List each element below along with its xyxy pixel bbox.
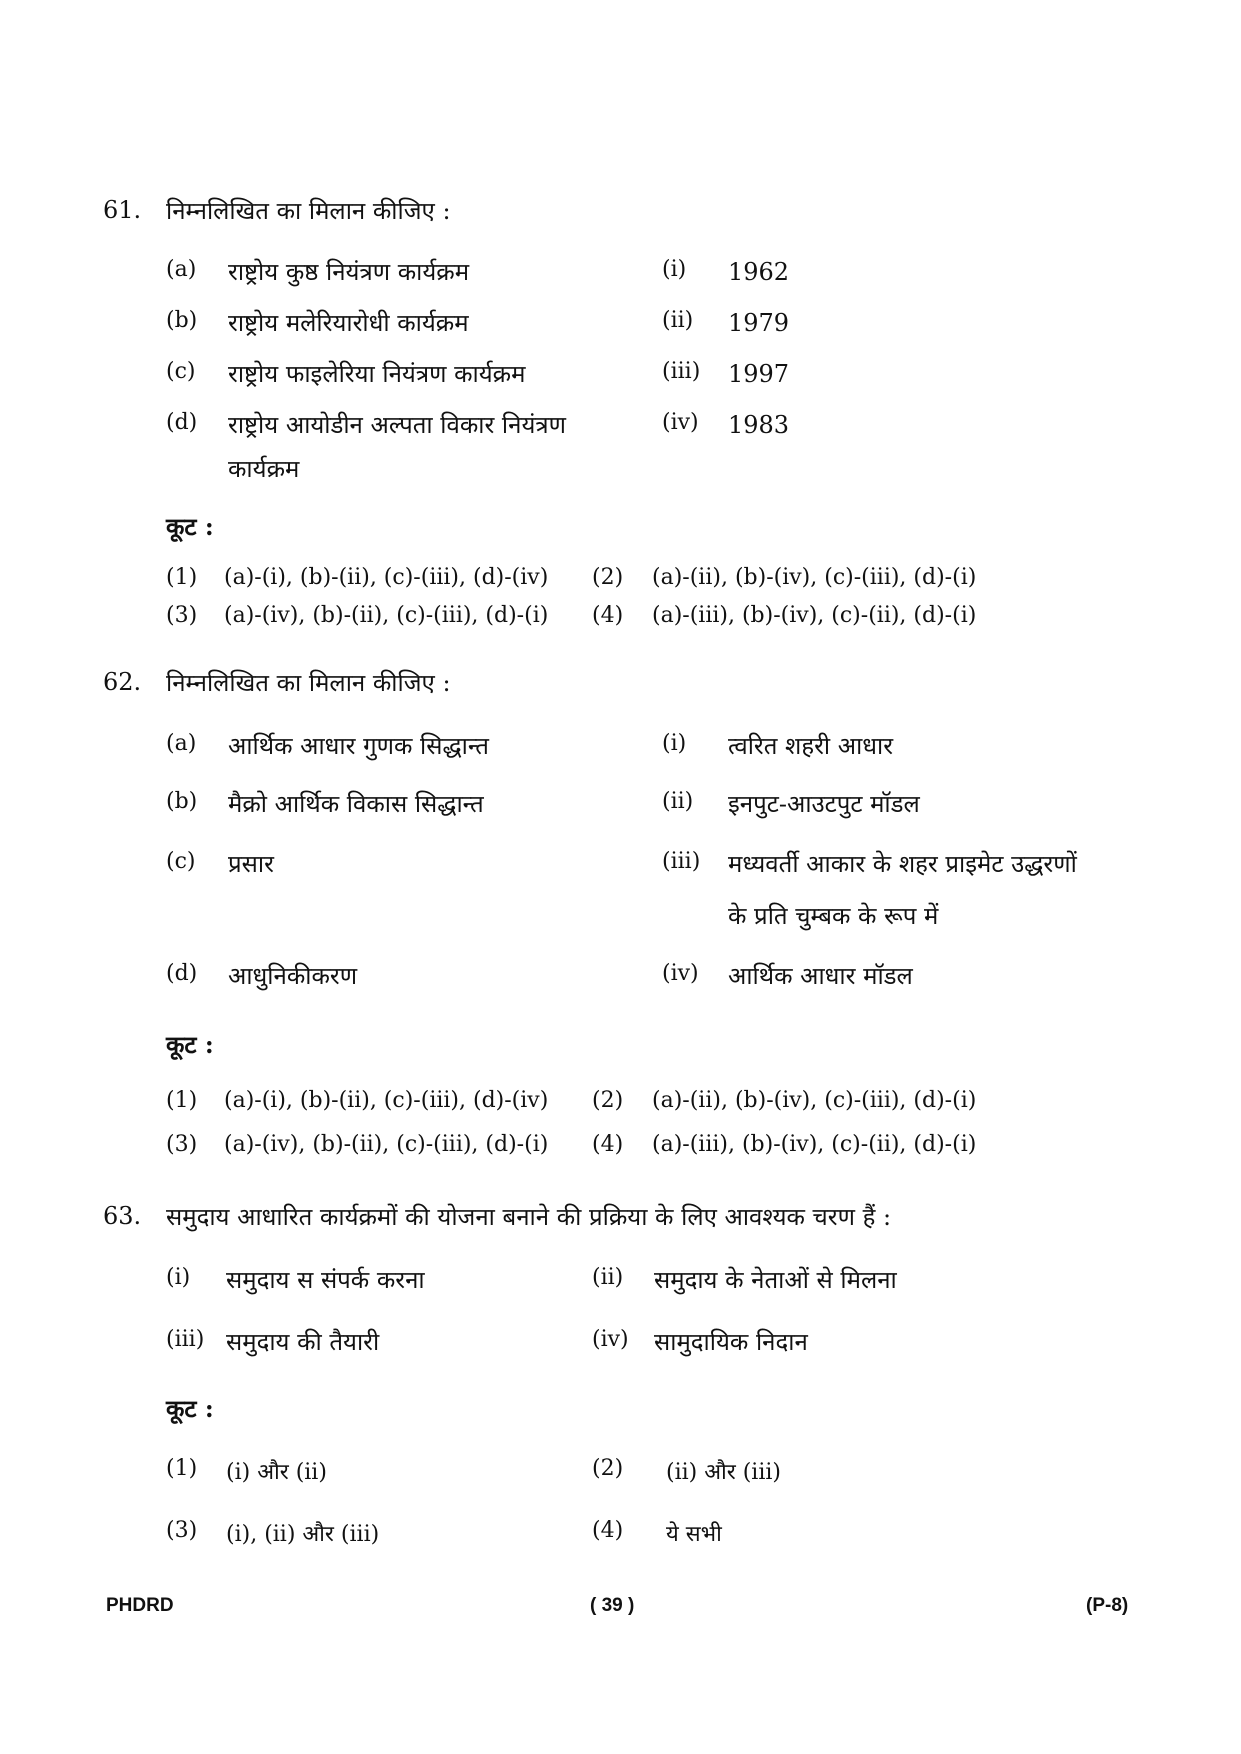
option-number: (1) [166,1456,198,1481]
match-item-continued: कार्यक्रम [228,455,300,483]
match-label: (i) [662,257,687,282]
option-number: (1) [166,1088,198,1113]
match-item: आर्थिक आधार मॉडल [728,962,913,990]
question-number: 62. [103,668,142,696]
option-text: (a)-(i), (b)-(ii), (c)-(iii), (d)-(iv) [224,1088,549,1113]
option-text: (a)-(ii), (b)-(iv), (c)-(iii), (d)-(i) [652,565,977,590]
match-item: आर्थिक आधार गुणक सिद्धान्त [228,732,489,760]
match-item: राष्ट्रोय मलेरियारोधी कार्यक्रम [228,309,469,337]
koot-heading: कूट : [166,1394,214,1423]
item-label: (iii) [166,1327,205,1352]
match-label: (iv) [662,410,699,435]
match-label: (c) [166,359,196,384]
option-text: (a)-(i), (b)-(ii), (c)-(iii), (d)-(iv) [224,565,549,590]
item-text: सामुदायिक निदान [654,1328,808,1356]
option-number: (3) [166,1132,198,1157]
item-label: (ii) [592,1265,624,1290]
match-label: (iii) [662,849,701,874]
match-item-continued: के प्रति चुम्बक के रूप में [728,902,939,930]
match-item: प्रसार [228,850,274,878]
match-label: (b) [166,308,198,333]
option-text: (a)-(ii), (b)-(iv), (c)-(iii), (d)-(i) [652,1088,977,1113]
koot-heading: कूट : [166,512,214,541]
option-number: (3) [166,603,198,628]
item-label: (iv) [592,1327,629,1352]
match-item: आधुनिकीकरण [228,962,358,990]
match-label: (i) [662,731,687,756]
page-number: ( 39 ) [590,1595,635,1616]
match-label: (ii) [662,789,694,814]
footer-code: PHDRD [106,1595,174,1616]
option-text: (a)-(iv), (b)-(ii), (c)-(iii), (d)-(i) [224,1132,549,1157]
option-number: (4) [592,1518,624,1543]
match-item: 1979 [728,309,790,337]
match-label: (d) [166,961,198,986]
match-item: राष्ट्रोय कुष्ठ नियंत्रण कार्यक्रम [228,258,470,286]
match-label: (ii) [662,308,694,333]
match-item: मैक्रो आर्थिक विकास सिद्धान्त [228,790,484,818]
match-item: राष्ट्रोय आयोडीन अल्पता विकार नियंत्रण [228,411,566,439]
item-text: समुदाय की तैयारी [226,1328,380,1356]
match-item: मध्यवर्ती आकार के शहर प्राइमेट उद्धरणों [728,850,1077,878]
option-number: (4) [592,1132,624,1157]
item-text: समुदाय स संपर्क करना [226,1266,425,1294]
match-item: 1997 [728,360,790,388]
match-label: (a) [166,731,197,756]
match-label: (c) [166,849,196,874]
match-label: (b) [166,789,198,814]
option-text: (ii) और (iii) [666,1460,782,1485]
option-text: (i) और (ii) [226,1460,327,1485]
option-text: (a)-(iii), (b)-(iv), (c)-(ii), (d)-(i) [652,1132,977,1157]
item-text: समुदाय के नेताओं से मिलना [654,1266,897,1294]
match-item: त्वरित शहरी आधार [728,732,894,760]
option-number: (1) [166,565,198,590]
option-number: (3) [166,1518,198,1543]
match-label: (d) [166,410,198,435]
koot-heading: कूट : [166,1030,214,1059]
item-label: (i) [166,1265,191,1290]
question-text: निम्नलिखित का मिलान कीजिए : [166,197,451,225]
option-text: (a)-(iv), (b)-(ii), (c)-(iii), (d)-(i) [224,603,549,628]
question-text: समुदाय आधारित कार्यक्रमों की योजना बनाने की प्रक्रिया के लिए आवश्यक चरण हैं : [166,1203,892,1231]
option-text: ये सभी [666,1522,722,1547]
question-text: निम्नलिखित का मिलान कीजिए : [166,669,451,697]
match-label: (a) [166,257,197,282]
footer-set: (P-8) [1086,1595,1129,1616]
question-number: 61. [103,196,142,224]
match-item: राष्ट्रोय फाइलेरिया नियंत्रण कार्यक्रम [228,360,526,388]
option-number: (2) [592,1456,624,1481]
match-item: 1983 [728,411,790,439]
option-number: (2) [592,1088,624,1113]
question-number: 63. [103,1202,142,1230]
option-number: (2) [592,565,624,590]
match-item: इनपुट-आउटपुट मॉडल [728,790,920,818]
option-text: (a)-(iii), (b)-(iv), (c)-(ii), (d)-(i) [652,603,977,628]
option-number: (4) [592,603,624,628]
match-label: (iv) [662,961,699,986]
match-label: (iii) [662,359,701,384]
match-item: 1962 [728,258,790,286]
option-text: (i), (ii) और (iii) [226,1522,380,1547]
